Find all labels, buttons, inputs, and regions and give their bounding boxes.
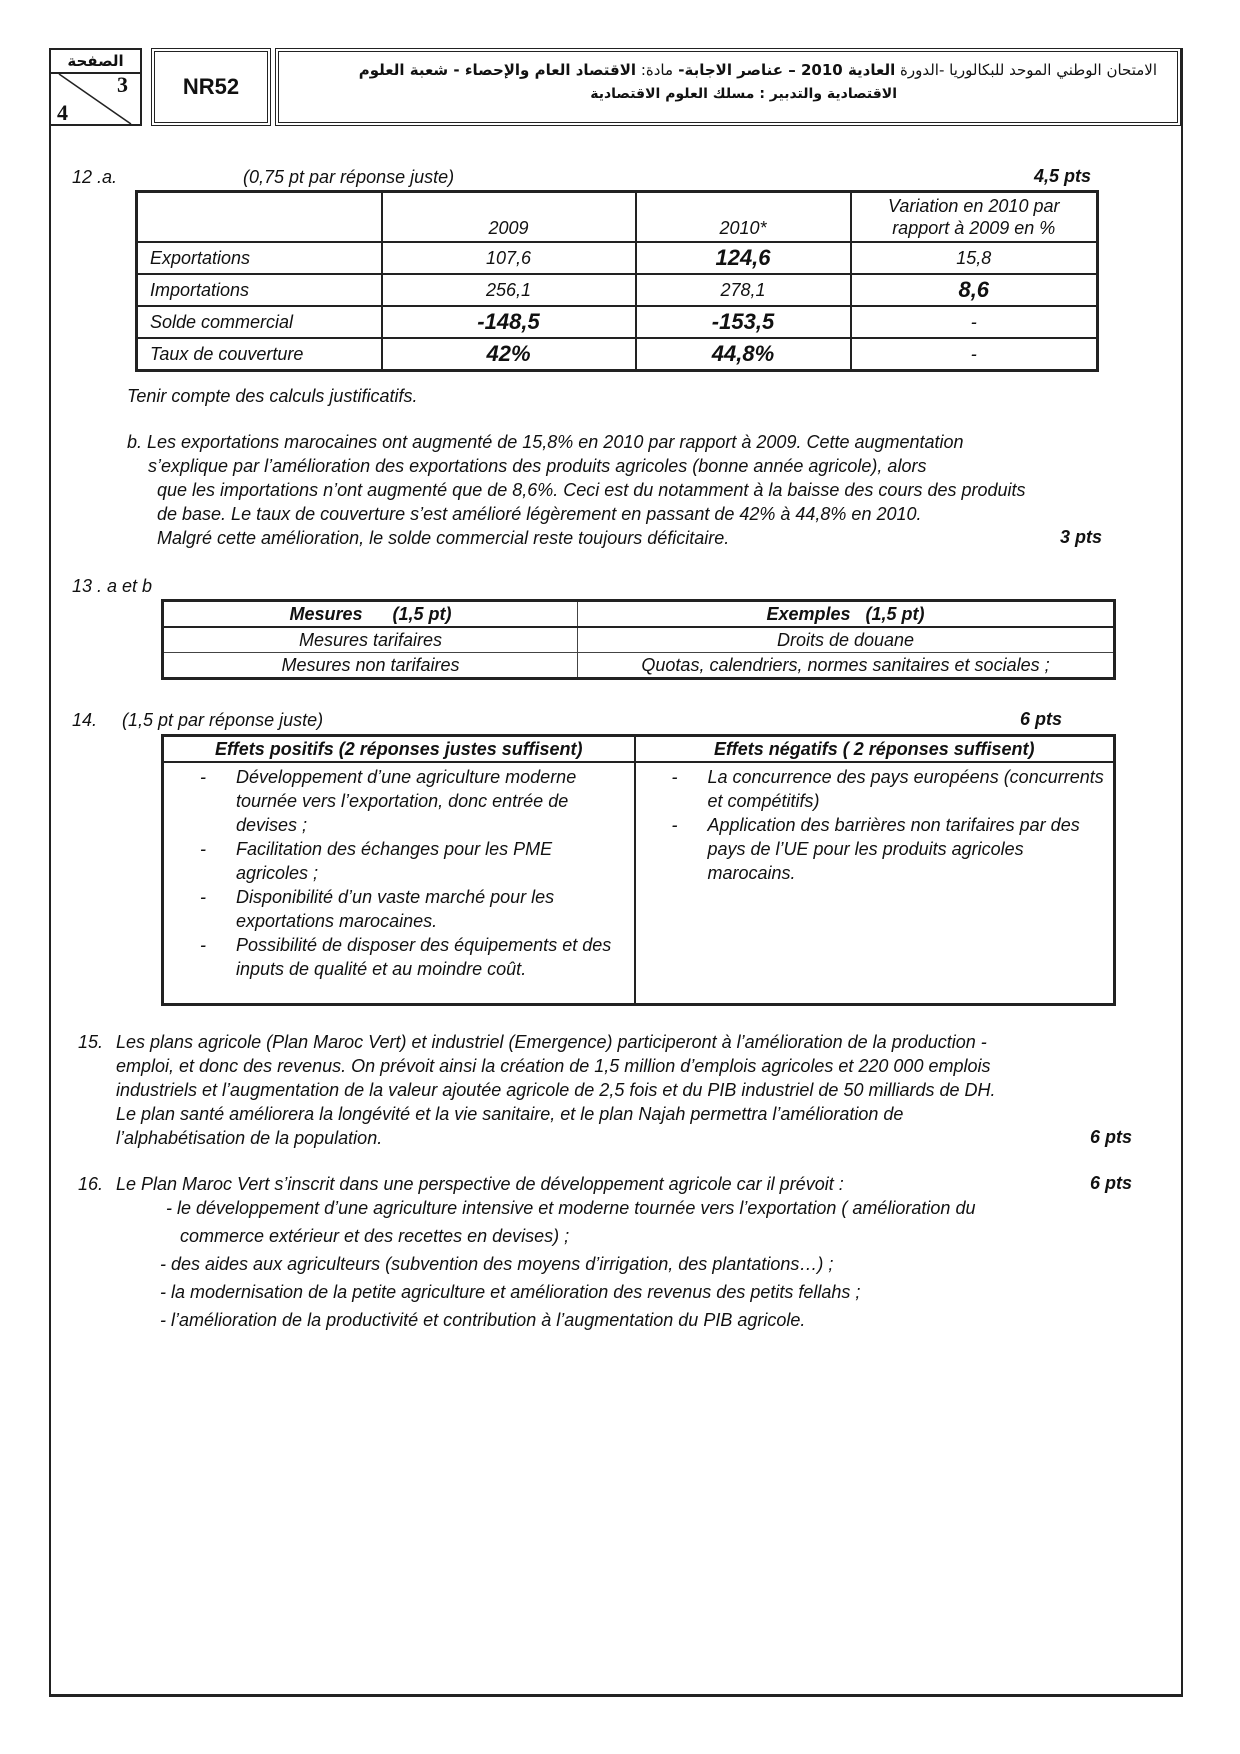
cell: Droits de douane (578, 627, 1115, 653)
cell: 44,8% (636, 338, 851, 371)
exam-title-line2: الاقتصادية والتدبير : مسلك العلوم الاقتصادية (590, 86, 897, 102)
q15-line: industriels et l’augmentation de la valeur ajoutée agricole de 2,5 fois et du PIB industriel de 50 milliards de DH. (116, 1080, 996, 1100)
cell: Mesures tarifaires (163, 627, 578, 653)
title-subject: الاقتصاد العام والإحصاء - شعبة العلوم (358, 61, 637, 79)
positive-effects-cell (163, 762, 635, 1005)
item-text: Facilitation des échanges pour les PME agricoles ; (236, 839, 553, 883)
q16-item: - des aides aux agriculteurs (subvention des moyens d’irrigation, des plantations…) ; (160, 1254, 834, 1274)
cell: 278,1 (636, 274, 851, 306)
table-row (163, 627, 1115, 653)
exam-title-box (275, 48, 1181, 126)
item-text: Disponibilité d’un vaste marché pour les exportations marocaines. (236, 887, 555, 931)
table-row (163, 653, 1115, 679)
q15-line: Les plans agricole (Plan Maroc Vert) et industriel (Emergence) participeront à l’amélioration de la production - (116, 1032, 987, 1052)
item-text: La concurrence des pays européens (concurrents et compétitifs) (707, 767, 1104, 811)
exam-title-line1 (279, 58, 1157, 82)
item-text: Application des barrières non tarifaires par des pays de l’UE pour les produits agricoles marocains. (707, 815, 1080, 883)
q16-item: - l’amélioration de la productivité et contribution à l’augmentation du PIB agricole. (160, 1310, 806, 1330)
q16-item: commerce extérieur et des recettes en devises) ; (180, 1226, 570, 1246)
q12b-line: b. Les exportations marocaines ont augmenté de 15,8% en 2010 par rapport à 2009. Cette augmentation (127, 432, 964, 452)
q12b-line: que les importations n’ont augmenté que de 8,6%. Ceci est du notamment à la baisse des cours des produits (157, 480, 1026, 500)
page-current: 3 (117, 72, 128, 97)
cell: 107,6 (382, 242, 636, 274)
q15-line: Le plan santé améliorera la longévité et la vie sanitaire, et le plan Najah permettra l’amélioration de (116, 1104, 904, 1124)
title-part: الامتحان الوطني الموحد للبكالوريا -الدورة (895, 61, 1157, 79)
table-row (137, 274, 1098, 306)
cell: 42% (382, 338, 636, 371)
q12-points: 4,5 pts (1034, 166, 1092, 186)
table-header-row (163, 736, 1115, 763)
q12b-line: s’explique par l’amélioration des exportations des produits agricoles (bonne année agricole), alors (148, 456, 927, 476)
q16-item: - le développement d’une agriculture intensive et moderne tournée vers l’exportation ( amélioration du (166, 1198, 976, 1218)
q15-line: emploi, et donc des revenus. On prévoit ainsi la création de 1,5 million d’emplois agricoles et 220 000 emplois (116, 1056, 991, 1076)
header-cell: 2009 (382, 192, 636, 243)
item-text: Possibilité de disposer des équipements et des inputs de qualité et au moindre coût. (236, 935, 612, 979)
q15-points: 6 pts (1090, 1127, 1133, 1147)
list-item: - La concurrence des pays européens (concurrents et compétitifs) (671, 767, 1104, 811)
cell: Mesures non tarifaires (163, 653, 578, 679)
table-row (137, 338, 1098, 371)
page-number-box (49, 48, 142, 126)
q16-points: 6 pts (1090, 1173, 1133, 1193)
q15-line: l’alphabétisation de la population. (116, 1128, 383, 1148)
row-label: Taux de couverture (137, 338, 382, 371)
list-item: - Développement d’une agriculture moderne tournée vers l’exportation, donc entrée de devises ; (200, 767, 577, 835)
title-session: العادية 2010 (800, 61, 896, 79)
title-subject-label: مادة: (636, 61, 674, 79)
row-label: Solde commercial (137, 306, 382, 338)
page-header (49, 48, 1181, 126)
cell: 124,6 (636, 242, 851, 274)
q12-number: 12 .a. (72, 167, 118, 187)
header-cell: Effets négatifs ( 2 réponses suffisent) (635, 736, 1115, 763)
trade-table (135, 190, 1099, 372)
table-row (137, 242, 1098, 274)
negative-effects-cell (635, 762, 1115, 1005)
q12b-line: Malgré cette amélioration, le solde commercial reste toujours déficitaire. (157, 528, 730, 548)
header-cell (137, 192, 382, 243)
q14-note: (1,5 pt par réponse juste) (122, 710, 324, 730)
table-row (137, 306, 1098, 338)
list-item: - Application des barrières non tarifaires par des pays de l’UE pour les produits agricoles marocains. (671, 815, 1080, 883)
row-label: Importations (137, 274, 382, 306)
item-text: Développement d’une agriculture moderne tournée vers l’exportation, donc entrée de devises ; (236, 767, 577, 835)
cell: 256,1 (382, 274, 636, 306)
cell: 8,6 (851, 274, 1098, 306)
cell: Quotas, calendriers, normes sanitaires et sociales ; (578, 653, 1115, 679)
q15-number: 15. (78, 1032, 104, 1052)
table-header-row (137, 192, 1098, 243)
q13-number: 13 . a et b (72, 576, 153, 596)
q16-item: - la modernisation de la petite agriculture et amélioration des revenus des petits fellahs ; (160, 1282, 861, 1302)
header-cell: Variation en 2010 par rapport à 2009 en % (851, 192, 1098, 243)
cell: - (851, 306, 1098, 338)
q14-number: 14. (72, 710, 98, 730)
table-row (163, 762, 1115, 1005)
row-label: Exportations (137, 242, 382, 274)
header-cell: 2010* (636, 192, 851, 243)
q12b-line: de base. Le taux de couverture s’est amélioré légèrement en passant de 42% à 44,8% en 2010. (157, 504, 922, 524)
page-label: الصفحة (51, 50, 140, 74)
q12b-points: 3 pts (1060, 527, 1103, 547)
cell: 15,8 (851, 242, 1098, 274)
list-item: - Disponibilité d’un vaste marché pour les exportations marocaines. (200, 887, 555, 931)
table-header-row (163, 601, 1115, 628)
cell: -153,5 (636, 306, 851, 338)
effects-table (161, 734, 1116, 1006)
q12-note: (0,75 pt par réponse juste) (243, 167, 455, 187)
header-cell: Exemples (1,5 pt) (578, 601, 1115, 628)
q16-number: 16. (78, 1174, 104, 1194)
q16-intro: Le Plan Maroc Vert s’inscrit dans une perspective de développement agricole car il prévoit : (116, 1174, 844, 1194)
measures-table (161, 599, 1116, 680)
cell: - (851, 338, 1098, 371)
list-item: - Facilitation des échanges pour les PME agricoles ; (200, 839, 553, 883)
page-total: 4 (57, 100, 68, 125)
q14-points: 6 pts (1020, 709, 1063, 729)
title-answers: – عناصر الاجابة- (673, 61, 801, 79)
exam-code: NR52 (151, 48, 271, 126)
cell: -148,5 (382, 306, 636, 338)
header-cell: Mesures (1,5 pt) (163, 601, 578, 628)
header-cell: Effets positifs (2 réponses justes suffisent) (163, 736, 635, 763)
list-item: - Possibilité de disposer des équipements et des inputs de qualité et au moindre coût. (200, 935, 612, 979)
q12-footnote: Tenir compte des calculs justificatifs. (127, 386, 418, 406)
